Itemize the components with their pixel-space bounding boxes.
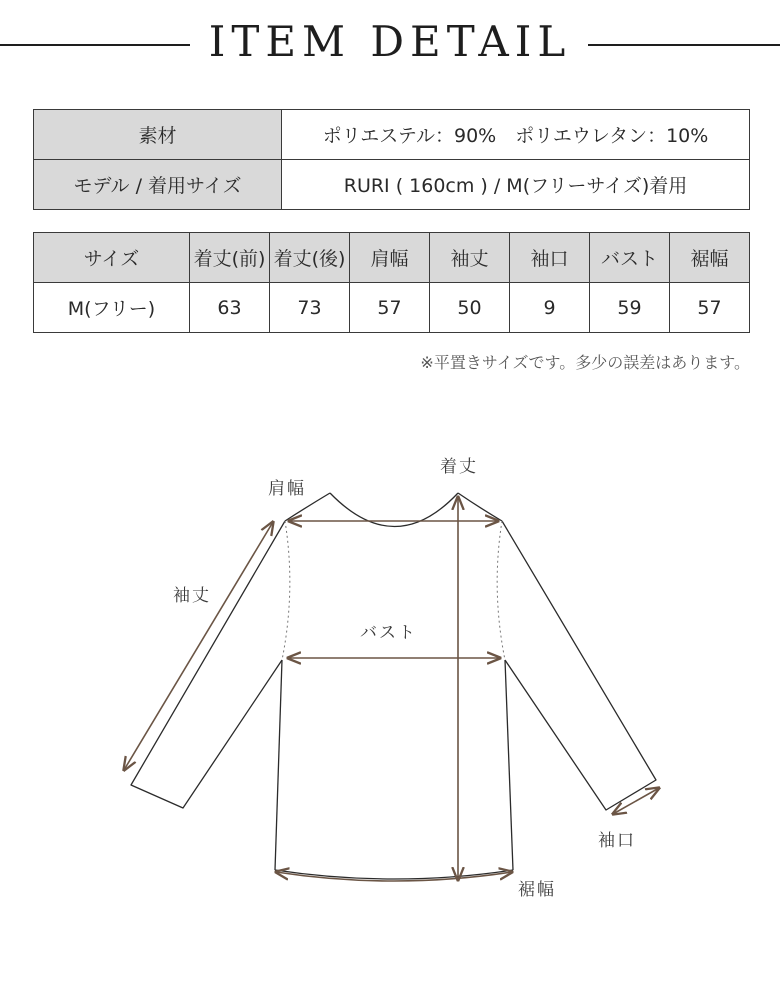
right-body-side xyxy=(505,660,513,870)
sleeve-length-arrow xyxy=(124,522,273,770)
header-cuff: 袖口 xyxy=(510,233,590,283)
hem-arrow xyxy=(276,872,512,881)
hem-line xyxy=(275,870,513,879)
right-armhole xyxy=(497,521,505,660)
left-armhole xyxy=(282,521,290,660)
cell-length-front: 63 xyxy=(190,283,270,333)
right-shoulder-line xyxy=(458,493,502,521)
left-body-side xyxy=(275,660,282,870)
cell-shoulder: 57 xyxy=(350,283,430,333)
cell-hem: 57 xyxy=(670,283,750,333)
cell-cuff: 9 xyxy=(510,283,590,333)
shoulder-label: 肩幅 xyxy=(268,479,306,499)
cell-bust: 59 xyxy=(590,283,670,333)
page-title: ITEM DETAIL xyxy=(208,17,572,66)
header-size: サイズ xyxy=(34,233,190,283)
material-value: ポリエステル：90% ポリエウレタン：10% xyxy=(282,110,750,160)
header-sleeve-length: 袖丈 xyxy=(430,233,510,283)
sleeve-length-label: 袖丈 xyxy=(173,586,211,606)
cuff-label: 袖口 xyxy=(598,831,636,851)
right-sleeve xyxy=(502,521,656,810)
size-note: ※平置きサイズです。多少の誤差はあります。 xyxy=(420,353,750,372)
left-sleeve xyxy=(131,521,285,808)
header-length-back: 着丈(後) xyxy=(270,233,350,283)
cell-sleeve-length: 50 xyxy=(430,283,510,333)
cell-size: M(フリー) xyxy=(34,283,190,333)
header-length-front: 着丈(前) xyxy=(190,233,270,283)
measure-arrows xyxy=(124,497,659,881)
bust-label: バスト xyxy=(360,623,417,643)
model-value: RURI ( 160cm ) / M(フリーサイズ)着用 xyxy=(282,160,750,210)
garment-outline xyxy=(131,493,656,879)
material-label: 素材 xyxy=(34,110,282,160)
length-label: 着丈 xyxy=(440,457,478,477)
cell-length-back: 73 xyxy=(270,283,350,333)
header-shoulder: 肩幅 xyxy=(350,233,430,283)
hem-label: 裾幅 xyxy=(518,880,556,900)
header-bust: バスト xyxy=(590,233,670,283)
model-label: モデル / 着用サイズ xyxy=(34,160,282,210)
header-hem: 裾幅 xyxy=(670,233,750,283)
